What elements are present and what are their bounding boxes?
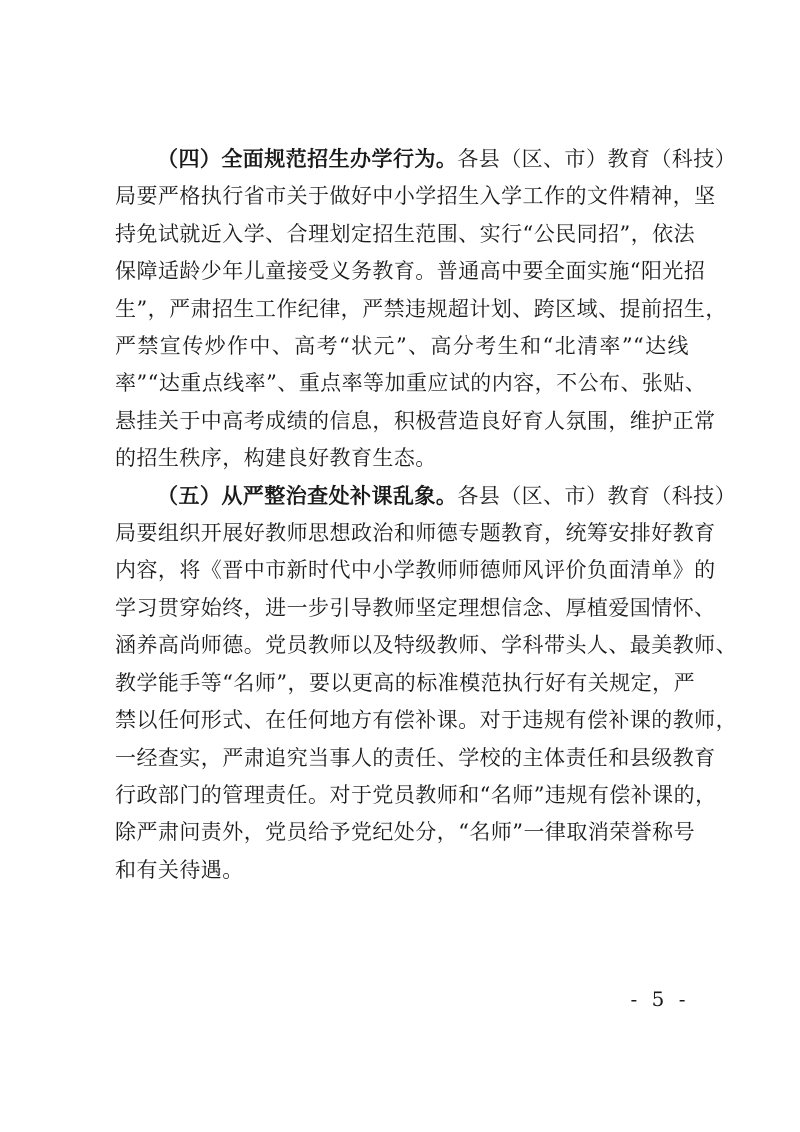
paragraph-line: 严禁宣传炒作中、高考“状元”、高分考生和“北清率”“达线 (115, 334, 689, 359)
paragraph-line: 除严肃问责外，党员给予党纪处分，“名师”一律取消荣誉称号 (115, 820, 696, 845)
paragraph-line: 内容，将《晋中市新时代中小学教师师德师风评价负面清单》的 (115, 558, 716, 583)
paragraph-line: 局要组织开展好教师思想政治和师德专题教育，统筹安排好教育 (115, 521, 716, 546)
document-body (115, 141, 738, 889)
paragraph-line: 局要严格执行省市关于做好中小学招生入学工作的文件精神，坚 (115, 184, 716, 209)
paragraph-line: 禁以任何形式、在任何地方有偿补课。对于违规有偿补课的教师， (115, 708, 738, 733)
text-segment: 各县（区、市）教育（科技） (457, 483, 737, 508)
paragraph-line (115, 478, 737, 515)
paragraph-line: 一经查实，严肃追究当事人的责任、学校的主体责任和县级教育 (115, 745, 716, 770)
paragraph-line: 教学能手等“名师”，要以更高的标准模范执行好有关规定，严 (115, 670, 696, 695)
paragraph-line: 生”，严肃招生工作纪律，严禁违规超计划、跨区域、提前招生， (115, 296, 727, 321)
paragraph-line: 悬挂关于中高考成绩的信息，积极营造良好育人氛围，维护正常 (115, 408, 716, 433)
paragraph-4 (115, 141, 737, 478)
paragraph-line: 保障适龄少年儿童接受义务教育。普通高中要全面实施“阳光招 (115, 259, 706, 284)
paragraph-line: 的招生秩序，构建良好教育生态。 (115, 446, 437, 471)
paragraph-line: 涵养高尚师德。党员教师以及特级教师、学科带头人、最美教师、 (115, 633, 738, 658)
paragraph-heading: （五）从严整治查处补课乱象。 (157, 483, 458, 508)
paragraph-line: 和有关待遇。 (115, 857, 244, 882)
paragraph-line: 持免试就近入学、合理划定招生范围、实行“公民同招”，依法 (115, 221, 696, 246)
paragraph-5 (115, 478, 738, 889)
page-number: - 5 - (630, 987, 690, 1011)
paragraph-line (115, 141, 737, 178)
text-segment: 各县（区、市）教育（科技） (457, 147, 737, 171)
paragraph-line: 行政部门的管理责任。对于党员教师和“名师”违规有偿补课的， (115, 782, 717, 807)
paragraph-line: 学习贯穿始终，进一步引导教师坚定理想信念、厚植爱国情怀、 (115, 595, 716, 620)
paragraph-heading: （四）全面规范招生办学行为。 (157, 147, 458, 171)
paragraph-line: 率”“达重点线率”、重点率等加重应试的内容，不公布、张贴、 (115, 371, 707, 396)
